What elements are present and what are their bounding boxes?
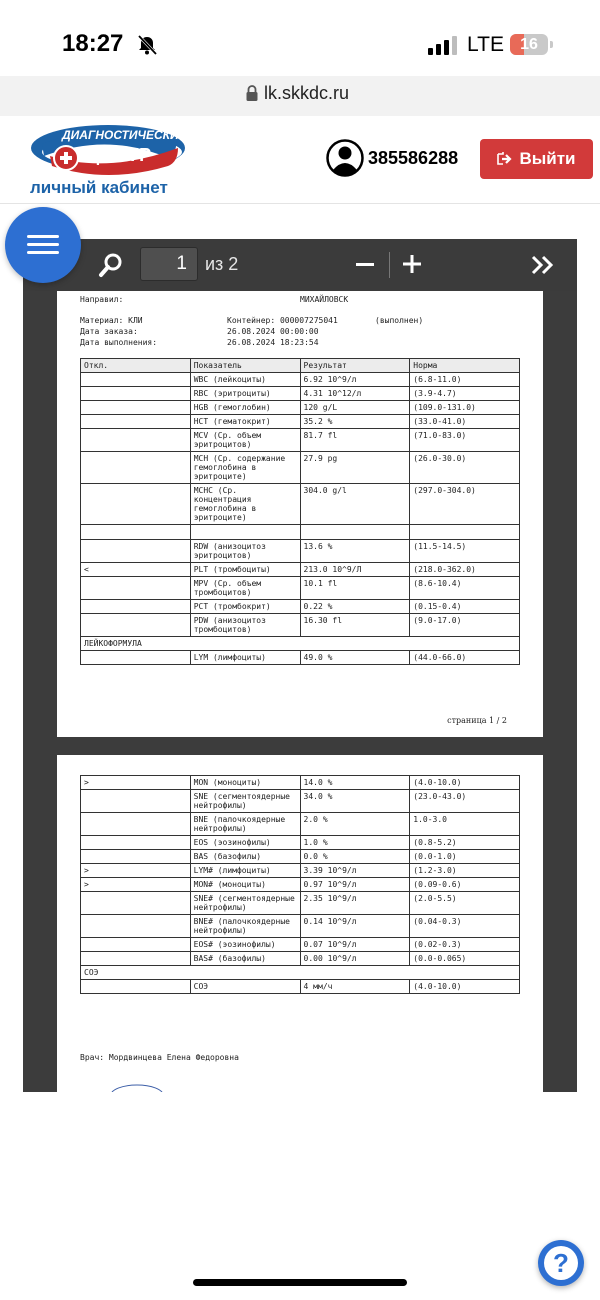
norm-cell: (71.0-83.0) xyxy=(410,429,520,452)
help-button[interactable] xyxy=(538,1240,584,1286)
norm-cell: (8.6-10.4) xyxy=(410,577,520,600)
table-row xyxy=(81,387,520,401)
result-cell: 213.0 10^9/Л xyxy=(300,563,410,577)
norm-cell: (0.04-0.3) xyxy=(410,915,520,938)
parameter-cell: BNE (палочкоядерные нейтрофилы) xyxy=(190,813,300,836)
table-row xyxy=(81,429,520,452)
deviation-cell xyxy=(81,790,191,813)
section-label: СОЭ xyxy=(81,966,520,980)
signal-icon xyxy=(428,35,460,55)
logout-button[interactable] xyxy=(480,139,593,179)
menu-button[interactable] xyxy=(5,207,81,283)
home-indicator[interactable] xyxy=(193,1279,407,1286)
result-cell: 0.00 10^9/л xyxy=(300,952,410,966)
table-row xyxy=(81,790,520,813)
referrer-value: МИХАЙЛОВСК xyxy=(300,295,349,304)
table-row xyxy=(81,864,520,878)
norm-cell: (3.9-4.7) xyxy=(410,387,520,401)
bell-muted-icon xyxy=(136,34,158,56)
deviation-cell xyxy=(81,850,191,864)
norm-cell: (109.0-131.0) xyxy=(410,401,520,415)
table-row xyxy=(81,850,520,864)
norm-cell: 1.0-3.0 xyxy=(410,813,520,836)
result-cell: 14.0 % xyxy=(300,776,410,790)
table-row xyxy=(81,614,520,637)
order-date: 26.08.2024 00:00:00 xyxy=(227,327,319,336)
table-row xyxy=(81,915,520,938)
table-row xyxy=(81,651,520,665)
norm-cell: (11.5-14.5) xyxy=(410,540,520,563)
result-cell: 4 мм/ч xyxy=(300,980,410,994)
deviation-cell xyxy=(81,952,191,966)
toolbar-divider xyxy=(389,252,390,278)
norm-cell xyxy=(410,525,520,540)
deviation-cell xyxy=(81,429,191,452)
deviation-cell: > xyxy=(81,776,191,790)
deviation-cell xyxy=(81,452,191,484)
table-row xyxy=(81,577,520,600)
parameter-cell: MON# (моноциты) xyxy=(190,878,300,892)
norm-cell: (0.0-0.065) xyxy=(410,952,520,966)
result-cell: 0.14 10^9/л xyxy=(300,915,410,938)
battery-level: 16 xyxy=(520,36,538,53)
battery-icon xyxy=(510,34,548,55)
parameter-cell: MCV (Ср. объем эритроцитов) xyxy=(190,429,300,452)
norm-cell: (0.8-5.2) xyxy=(410,836,520,850)
logout-label: Выйти xyxy=(519,149,576,168)
table-header-row xyxy=(81,359,520,373)
parameter-cell: MON (моноциты) xyxy=(190,776,300,790)
norm-cell: (23.0-43.0) xyxy=(410,790,520,813)
zoom-out-icon[interactable] xyxy=(356,263,374,266)
logo-subtitle: личный кабинет xyxy=(30,178,168,197)
logo-top-text: ДИАГНОСТИЧЕСКИЙ xyxy=(62,128,188,142)
deviation-cell xyxy=(81,387,191,401)
parameter-cell: LYM# (лимфоциты) xyxy=(190,864,300,878)
table-row xyxy=(81,952,520,966)
section-row xyxy=(81,966,520,980)
container-status: (выполнен) xyxy=(375,316,424,325)
result-cell: 16.30 fl xyxy=(300,614,410,637)
table-row xyxy=(81,401,520,415)
deviation-cell xyxy=(81,836,191,850)
parameter-cell: EOS (эозинофилы) xyxy=(190,836,300,850)
deviation-cell xyxy=(81,600,191,614)
container: Контейнер: 000007275041 xyxy=(227,316,338,325)
result-cell: 2.0 % xyxy=(300,813,410,836)
parameter-cell: BAS# (базофилы) xyxy=(190,952,300,966)
norm-cell: (4.0-10.0) xyxy=(410,980,520,994)
deviation-cell xyxy=(81,577,191,600)
parameter-cell: MCH (Ср. содержание гемоглобина в эритроците) xyxy=(190,452,300,484)
table-row xyxy=(81,813,520,836)
deviation-cell: > xyxy=(81,878,191,892)
table-row xyxy=(81,525,520,540)
result-cell: 10.1 fl xyxy=(300,577,410,600)
parameter-cell: MCHC (Ср. концентрация гемоглобина в эритроците) xyxy=(190,484,300,525)
table-row xyxy=(81,878,520,892)
deviation-cell xyxy=(81,651,191,665)
parameter-cell: Показатель xyxy=(190,359,300,373)
user-id: 385586288 xyxy=(368,148,459,168)
result-cell: 0.07 10^9/л xyxy=(300,938,410,952)
doctor-name: Врач: Мордвинцева Елена Федоровна xyxy=(80,1053,239,1062)
result-cell: 120 g/L xyxy=(300,401,410,415)
deviation-cell xyxy=(81,525,191,540)
logout-icon xyxy=(497,152,513,166)
table-row xyxy=(81,452,520,484)
parameter-cell: BNE# (палочкоядерные нейтрофилы) xyxy=(190,915,300,938)
norm-cell: (4.0-10.0) xyxy=(410,776,520,790)
result-cell: 27.9 pg xyxy=(300,452,410,484)
table-row xyxy=(81,600,520,614)
user-avatar-icon[interactable] xyxy=(326,139,364,177)
parameter-cell: SNE (сегментоядерные нейтрофилы) xyxy=(190,790,300,813)
done-date: 26.08.2024 18:23:54 xyxy=(227,338,319,347)
table-row xyxy=(81,938,520,952)
url-text[interactable]: lk.skkdc.ru xyxy=(264,83,350,103)
section-row xyxy=(81,637,520,651)
norm-cell: (0.02-0.3) xyxy=(410,938,520,952)
parameter-cell: PLT (тромбоциты) xyxy=(190,563,300,577)
network-type: LTE xyxy=(467,33,504,56)
zoom-in-icon[interactable] xyxy=(403,255,421,273)
page-count: из 2 xyxy=(205,254,239,274)
norm-cell: (218.0-362.0) xyxy=(410,563,520,577)
parameter-cell: WBC (лейкоциты) xyxy=(190,373,300,387)
question-icon: ? xyxy=(544,1246,578,1280)
table-row xyxy=(81,892,520,915)
norm-cell: (0.09-0.6) xyxy=(410,878,520,892)
table-row xyxy=(81,776,520,790)
result-cell: 3.39 10^9/л xyxy=(300,864,410,878)
deviation-cell xyxy=(81,915,191,938)
result-cell: 4.31 10^12/л xyxy=(300,387,410,401)
double-chevron-right-icon[interactable] xyxy=(530,254,556,276)
norm-cell: Норма xyxy=(410,359,520,373)
table-row xyxy=(81,415,520,429)
done-date-label: Дата выполнения: xyxy=(80,338,158,347)
result-cell: 304.0 g/l xyxy=(300,484,410,525)
table-row xyxy=(81,373,520,387)
status-time: 18:27 xyxy=(62,30,124,57)
page-footer: страница 1 / 2 xyxy=(447,716,507,725)
norm-cell: (297.0-304.0) xyxy=(410,484,520,525)
logo-main-text: ЦЕНТР xyxy=(86,145,153,165)
parameter-cell: BAS (базофилы) xyxy=(190,850,300,864)
results-table-2 xyxy=(80,775,520,994)
result-cell: Результат xyxy=(300,359,410,373)
deviation-cell xyxy=(81,980,191,994)
deviation-cell xyxy=(81,484,191,525)
norm-cell: (44.0-66.0) xyxy=(410,651,520,665)
table-row xyxy=(81,484,520,525)
deviation-cell xyxy=(81,373,191,387)
result-cell: 1.0 % xyxy=(300,836,410,850)
norm-cell: (2.0-5.5) xyxy=(410,892,520,915)
norm-cell: (0.15-0.4) xyxy=(410,600,520,614)
table-row xyxy=(81,836,520,850)
parameter-cell xyxy=(190,525,300,540)
lock-icon xyxy=(245,84,259,102)
order-date-label: Дата заказа: xyxy=(80,327,138,336)
parameter-cell: EOS# (эозинофилы) xyxy=(190,938,300,952)
result-cell: 35.2 % xyxy=(300,415,410,429)
signature-stamp xyxy=(107,1083,167,1092)
table-row xyxy=(81,980,520,994)
parameter-cell: RDW (анизоцитоз эритроцитов) xyxy=(190,540,300,563)
norm-cell: (1.2-3.0) xyxy=(410,864,520,878)
parameter-cell: SNE# (сегментоядерные нейтрофилы) xyxy=(190,892,300,915)
search-icon[interactable] xyxy=(98,252,124,278)
result-cell: 13.6 % xyxy=(300,540,410,563)
deviation-cell xyxy=(81,813,191,836)
section-label: ЛЕЙКОФОРМУЛА xyxy=(81,637,520,651)
table-row xyxy=(81,540,520,563)
referrer-label: Направил: xyxy=(80,295,124,304)
parameter-cell: LYM (лимфоциты) xyxy=(190,651,300,665)
parameter-cell: СОЭ xyxy=(190,980,300,994)
results-table-1 xyxy=(80,358,520,665)
result-cell: 0.97 10^9/л xyxy=(300,878,410,892)
norm-cell: (6.8-11.0) xyxy=(410,373,520,387)
result-cell: 0.0 % xyxy=(300,850,410,864)
parameter-cell: PCT (тромбокрит) xyxy=(190,600,300,614)
deviation-cell: Откл. xyxy=(81,359,191,373)
result-cell xyxy=(300,525,410,540)
result-cell: 81.7 fl xyxy=(300,429,410,452)
result-cell: 2.35 10^9/л xyxy=(300,892,410,915)
parameter-cell: RBC (эритроциты) xyxy=(190,387,300,401)
result-cell: 0.22 % xyxy=(300,600,410,614)
table-row xyxy=(81,563,520,577)
norm-cell: (33.0-41.0) xyxy=(410,415,520,429)
result-cell: 49.0 % xyxy=(300,651,410,665)
deviation-cell xyxy=(81,938,191,952)
page-number-input[interactable]: 1 xyxy=(140,247,198,281)
deviation-cell xyxy=(81,540,191,563)
result-cell: 34.0 % xyxy=(300,790,410,813)
deviation-cell xyxy=(81,614,191,637)
parameter-cell: HCT (гематокрит) xyxy=(190,415,300,429)
parameter-cell: MPV (Ср. объем тромбоцитов) xyxy=(190,577,300,600)
parameter-cell: PDW (анизоцитоз тромбоцитов) xyxy=(190,614,300,637)
deviation-cell xyxy=(81,401,191,415)
pdf-page-2 xyxy=(57,755,543,1092)
deviation-cell xyxy=(81,415,191,429)
norm-cell: (9.0-17.0) xyxy=(410,614,520,637)
deviation-cell xyxy=(81,892,191,915)
battery-tip xyxy=(550,41,553,48)
norm-cell: (0.0-1.0) xyxy=(410,850,520,864)
material: Материал: КЛИ xyxy=(80,316,143,325)
deviation-cell: < xyxy=(81,563,191,577)
parameter-cell: HGB (гемоглобин) xyxy=(190,401,300,415)
pdf-page-1 xyxy=(57,291,543,737)
result-cell: 6.92 10^9/л xyxy=(300,373,410,387)
norm-cell: (26.0-30.0) xyxy=(410,452,520,484)
deviation-cell: > xyxy=(81,864,191,878)
